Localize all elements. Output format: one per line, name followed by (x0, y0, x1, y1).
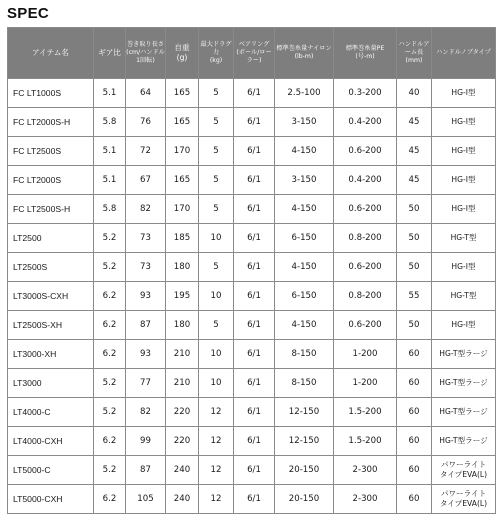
knob-type-cell: HG-T型 (432, 224, 496, 253)
bearing-cell: 6/1 (234, 108, 275, 137)
handle-length-cell: 50 (397, 311, 432, 340)
line-pe-cell: 1-200 (334, 369, 397, 398)
line-pe-cell: 0.6-200 (334, 311, 397, 340)
weight-cell: 180 (166, 253, 199, 282)
max-drag-cell: 12 (199, 427, 234, 456)
max-drag-cell: 10 (199, 282, 234, 311)
spec-table (7, 27, 496, 514)
item-name-cell: FC LT2000S-H (8, 108, 94, 137)
header-bearing: ベアリング (ボール/ローラー) (234, 28, 275, 79)
gear-ratio-cell: 5.2 (94, 456, 126, 485)
retrieve-length-cell: 105 (126, 485, 166, 514)
knob-type-cell: HG-T型 (432, 282, 496, 311)
knob-type-cell: HG-T型ラージ (432, 340, 496, 369)
item-name-cell: LT5000-C (8, 456, 94, 485)
knob-type-cell: HG-T型ラージ (432, 427, 496, 456)
max-drag-cell: 12 (199, 456, 234, 485)
weight-cell: 220 (166, 398, 199, 427)
table-row (8, 166, 496, 195)
handle-length-cell: 45 (397, 108, 432, 137)
weight-cell: 195 (166, 282, 199, 311)
table-row (8, 456, 496, 485)
table-row (8, 311, 496, 340)
header-retrieve-length: 巻き取り長さ (cm/ハンドル1回転) (126, 28, 166, 79)
item-name-cell: LT2500S (8, 253, 94, 282)
handle-length-cell: 60 (397, 456, 432, 485)
knob-type-cell: パワーライト タイプEVA(L) (432, 456, 496, 485)
bearing-cell: 6/1 (234, 398, 275, 427)
line-nylon-cell: 4-150 (275, 311, 334, 340)
item-name-cell: LT2500 (8, 224, 94, 253)
retrieve-length-cell: 82 (126, 195, 166, 224)
header-line-nylon: 標準巻糸量ナイロン (lb-m) (275, 28, 334, 79)
gear-ratio-cell: 6.2 (94, 282, 126, 311)
table-row (8, 282, 496, 311)
table-row (8, 485, 496, 514)
knob-type-cell: HG-I型 (432, 311, 496, 340)
weight-cell: 170 (166, 137, 199, 166)
table-row (8, 108, 496, 137)
max-drag-cell: 5 (199, 311, 234, 340)
retrieve-length-cell: 93 (126, 340, 166, 369)
line-pe-cell: 0.3-200 (334, 79, 397, 108)
handle-length-cell: 60 (397, 398, 432, 427)
retrieve-length-cell: 99 (126, 427, 166, 456)
bearing-cell: 6/1 (234, 166, 275, 195)
line-nylon-cell: 4-150 (275, 253, 334, 282)
weight-cell: 220 (166, 427, 199, 456)
header-knob-type: ハンドルノブタイプ (432, 28, 496, 79)
item-name-cell: LT2500S-XH (8, 311, 94, 340)
knob-type-cell: HG-I型 (432, 166, 496, 195)
gear-ratio-cell: 6.2 (94, 311, 126, 340)
gear-ratio-cell: 5.8 (94, 108, 126, 137)
item-name-cell: LT3000 (8, 369, 94, 398)
line-pe-cell: 0.8-200 (334, 282, 397, 311)
line-pe-cell: 1.5-200 (334, 398, 397, 427)
gear-ratio-cell: 5.2 (94, 253, 126, 282)
retrieve-length-cell: 82 (126, 398, 166, 427)
line-nylon-cell: 20-150 (275, 485, 334, 514)
max-drag-cell: 5 (199, 79, 234, 108)
header-item-name: アイテム名 (8, 28, 94, 79)
bearing-cell: 6/1 (234, 456, 275, 485)
handle-length-cell: 50 (397, 253, 432, 282)
line-pe-cell: 0.4-200 (334, 166, 397, 195)
item-name-cell: LT4000-CXH (8, 427, 94, 456)
handle-length-cell: 40 (397, 79, 432, 108)
header-max-drag: 最大ドラグ力 (kg) (199, 28, 234, 79)
knob-type-cell: HG-I型 (432, 195, 496, 224)
table-row (8, 398, 496, 427)
max-drag-cell: 10 (199, 369, 234, 398)
item-name-cell: LT5000-CXH (8, 485, 94, 514)
bearing-cell: 6/1 (234, 224, 275, 253)
table-row (8, 79, 496, 108)
line-pe-cell: 2-300 (334, 456, 397, 485)
gear-ratio-cell: 5.2 (94, 398, 126, 427)
weight-cell: 240 (166, 456, 199, 485)
line-nylon-cell: 4-150 (275, 195, 334, 224)
bearing-cell: 6/1 (234, 282, 275, 311)
retrieve-length-cell: 67 (126, 166, 166, 195)
bearing-cell: 6/1 (234, 485, 275, 514)
retrieve-length-cell: 64 (126, 79, 166, 108)
weight-cell: 210 (166, 369, 199, 398)
gear-ratio-cell: 5.1 (94, 166, 126, 195)
line-pe-cell: 0.4-200 (334, 108, 397, 137)
line-pe-cell: 0.6-200 (334, 253, 397, 282)
item-name-cell: LT4000-C (8, 398, 94, 427)
gear-ratio-cell: 5.8 (94, 195, 126, 224)
table-row (8, 369, 496, 398)
item-name-cell: FC LT2500S-H (8, 195, 94, 224)
gear-ratio-cell: 5.2 (94, 369, 126, 398)
retrieve-length-cell: 87 (126, 456, 166, 485)
table-header-row (8, 28, 496, 79)
table-row (8, 224, 496, 253)
table-row (8, 427, 496, 456)
spec-table-body (8, 79, 496, 514)
retrieve-length-cell: 87 (126, 311, 166, 340)
gear-ratio-cell: 6.2 (94, 485, 126, 514)
knob-type-cell: HG-T型ラージ (432, 369, 496, 398)
line-nylon-cell: 20-150 (275, 456, 334, 485)
weight-cell: 165 (166, 166, 199, 195)
header-weight: 自重 (g) (166, 28, 199, 79)
knob-type-cell: HG-I型 (432, 79, 496, 108)
gear-ratio-cell: 6.2 (94, 340, 126, 369)
line-nylon-cell: 8-150 (275, 369, 334, 398)
knob-type-cell: パワーライト タイプEVA(L) (432, 485, 496, 514)
max-drag-cell: 5 (199, 108, 234, 137)
line-pe-cell: 0.6-200 (334, 195, 397, 224)
bearing-cell: 6/1 (234, 369, 275, 398)
bearing-cell: 6/1 (234, 79, 275, 108)
handle-length-cell: 50 (397, 195, 432, 224)
handle-length-cell: 60 (397, 485, 432, 514)
table-row (8, 340, 496, 369)
retrieve-length-cell: 73 (126, 224, 166, 253)
max-drag-cell: 5 (199, 195, 234, 224)
header-line-pe: 標準巻糸量PE (号-m) (334, 28, 397, 79)
bearing-cell: 6/1 (234, 311, 275, 340)
line-nylon-cell: 3-150 (275, 166, 334, 195)
weight-cell: 185 (166, 224, 199, 253)
handle-length-cell: 45 (397, 166, 432, 195)
line-nylon-cell: 8-150 (275, 340, 334, 369)
line-nylon-cell: 2.5-100 (275, 79, 334, 108)
gear-ratio-cell: 5.1 (94, 79, 126, 108)
knob-type-cell: HG-T型ラージ (432, 398, 496, 427)
max-drag-cell: 12 (199, 398, 234, 427)
header-gear-ratio: ギア比 (94, 28, 126, 79)
line-nylon-cell: 3-150 (275, 108, 334, 137)
weight-cell: 165 (166, 79, 199, 108)
weight-cell: 180 (166, 311, 199, 340)
bearing-cell: 6/1 (234, 340, 275, 369)
table-row (8, 195, 496, 224)
retrieve-length-cell: 77 (126, 369, 166, 398)
item-name-cell: FC LT2500S (8, 137, 94, 166)
line-pe-cell: 0.6-200 (334, 137, 397, 166)
handle-length-cell: 60 (397, 427, 432, 456)
max-drag-cell: 10 (199, 340, 234, 369)
line-nylon-cell: 12-150 (275, 398, 334, 427)
knob-type-cell: HG-I型 (432, 253, 496, 282)
line-nylon-cell: 6-150 (275, 224, 334, 253)
weight-cell: 240 (166, 485, 199, 514)
line-nylon-cell: 4-150 (275, 137, 334, 166)
item-name-cell: LT3000-XH (8, 340, 94, 369)
max-drag-cell: 5 (199, 253, 234, 282)
line-pe-cell: 1-200 (334, 340, 397, 369)
retrieve-length-cell: 93 (126, 282, 166, 311)
knob-type-cell: HG-I型 (432, 137, 496, 166)
item-name-cell: LT3000S-CXH (8, 282, 94, 311)
bearing-cell: 6/1 (234, 427, 275, 456)
line-nylon-cell: 6-150 (275, 282, 334, 311)
max-drag-cell: 10 (199, 224, 234, 253)
item-name-cell: FC LT2000S (8, 166, 94, 195)
handle-length-cell: 45 (397, 137, 432, 166)
retrieve-length-cell: 72 (126, 137, 166, 166)
weight-cell: 210 (166, 340, 199, 369)
header-handle-length: ハンドルアーム長 (mm) (397, 28, 432, 79)
handle-length-cell: 50 (397, 224, 432, 253)
max-drag-cell: 5 (199, 137, 234, 166)
handle-length-cell: 60 (397, 369, 432, 398)
line-nylon-cell: 12-150 (275, 427, 334, 456)
bearing-cell: 6/1 (234, 253, 275, 282)
gear-ratio-cell: 5.2 (94, 224, 126, 253)
handle-length-cell: 60 (397, 340, 432, 369)
weight-cell: 165 (166, 108, 199, 137)
bearing-cell: 6/1 (234, 137, 275, 166)
max-drag-cell: 5 (199, 166, 234, 195)
weight-cell: 170 (166, 195, 199, 224)
knob-type-cell: HG-I型 (432, 108, 496, 137)
item-name-cell: FC LT1000S (8, 79, 94, 108)
table-row (8, 253, 496, 282)
line-pe-cell: 2-300 (334, 485, 397, 514)
table-row (8, 137, 496, 166)
max-drag-cell: 12 (199, 485, 234, 514)
bearing-cell: 6/1 (234, 195, 275, 224)
retrieve-length-cell: 73 (126, 253, 166, 282)
line-pe-cell: 0.8-200 (334, 224, 397, 253)
gear-ratio-cell: 5.1 (94, 137, 126, 166)
handle-length-cell: 55 (397, 282, 432, 311)
retrieve-length-cell: 76 (126, 108, 166, 137)
gear-ratio-cell: 6.2 (94, 427, 126, 456)
page-title: SPEC (7, 5, 50, 22)
line-pe-cell: 1.5-200 (334, 427, 397, 456)
